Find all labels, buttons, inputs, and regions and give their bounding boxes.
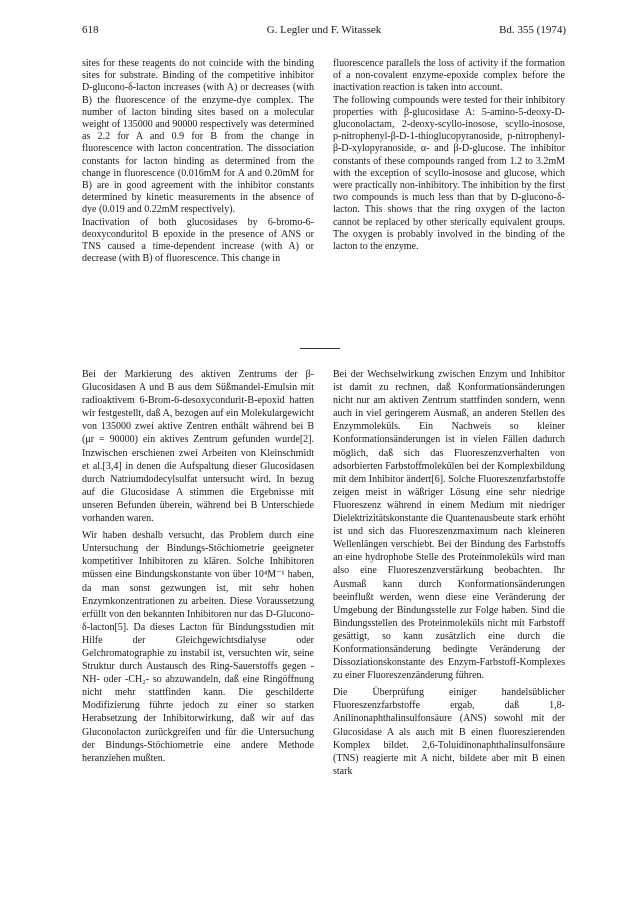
paragraph: Bei der Markierung des aktiven Zentrums der β-Glucosidasen A und B aus dem Süßmandel-Emulsin mit radioaktivem 6-Brom-6-desoxycondurit-B-epoxid hatten wir festgestellt, daß A, bezogen auf ein Molekulargewicht von 135000 zwei aktive Zentren enthält während bei B (μr = 90000) ein aktives Zentrum gefunden wurde[2]. Inzwischen erschienen zwei Arbeiten von Kleinschmidt et al.[3,4] in denen die Aufspaltung dieser Glucosidasen durch Natriumdodecylsulfat untersucht wird. In bezug auf die Glucosidase A stimmen die Ergebnisse mit unseren Befunden überein, während bei B Unterschiede vorhanden waren. [82,369,314,525]
running-title: G. Legler und F. Witassek [266,24,382,36]
paragraph: Die Überprüfung einiger handelsüblicher Fluoreszenzfarbstoffe ergab, daß 1,8-Anilinonaphthalinsulfonsäure (ANS) sowohl mit der Glucosidase A als auch mit B einen fluoreszierenden Komplex bildet. 2,6-Toluidinonaphthalinsulfonsäure (TNS) reagierte mit A nicht, bildete aber mit B einen stark [333,687,565,777]
german-body-right-column [333,368,565,778]
paragraph: fluorescence parallels the loss of activity if the formation of a non-covalent enzyme-epoxide complex before the inactivation reaction is taken into account. [333,58,565,94]
volume-info: Bd. 355 (1974) [499,24,566,36]
paragraph: Wir haben deshalb versucht, das Problem durch eine Untersuchung der Bindungs-Stöchiometrie geeigneter kompetitiver Inhibitoren zu klären. Solche Inhibitoren müssen eine Bindungskonstante von über 10⁴M⁻¹ haben, da man sonst gezwungen ist, mit sehr hohen Enzymkonzentrationen zu arbeiten. Diese Voraussetzung erfüllt von den bekannten Inhibitoren nur das D-Glucono-δ-lacton[5]. Da dieses Lacton für Bindungsstudien mit Hilfe der Gleichgewichtsdialyse oder Gelchromatographie zu instabil ist, versuchten wir, seine Struktur durch Austausch des Ring-Sauerstoffs gegen -NH- oder -CH₂- so abzuwandeln, daß eine Ringöffnung nicht mehr stattfinden kann. Die geschilderte Modifizierung führte jedoch zu einer so starken Herabsetzung der Inhibitorwirkung, daß wir auf das Gluconolacton zurückgreifen und für die Untersuchung der Bindungs-Stöchiometrie eine andere Methode heranziehen mußten. [82,530,314,764]
english-summary-left-column [82,58,314,265]
paragraph: The following compounds were tested for their inhibitory properties with β-glucosidase A: 5-amino-5-deoxy-D-gluconolactam, 2-deoxy-scyllo-inosose, scyllo-inosose, p-nitrophenyl-β-D-1-thioglucopyranoside, p-nitrophenyl-β-D-xylopyranoside, α- and β-D-glucose. The inhibitor constants of these compounds ranged from 1.2 to 3.2mM with the exception of scyllo-inosose and glucose, which were practically non-inhibitory. The inhibition by the first two compounds is much less than that by D-glucono-δ-lacton. This shows that the ring oxygen of the lacton cannot be replaced by other sterically equivalent groups. The oxygen is probably involved in the binding of the lacton to the enzyme. [333,94,565,253]
paragraph: sites for these reagents do not coincide with the binding sites for substrate. Binding of the competitive inhibitor D-glucono-δ-lacton increases (with A) or decreases (with B) the fluorescence of the enzyme-dye complex. The number of lacton binding sites based on a molecular weight of 135000 and 90000 respectively was determined as 2.2 for A and 0.9 for B from the change in fluorescence with lacton concentration. The dissociation constants for lacton binding as determined from the change in fluorescence (0.016mM for A and 0.20mM for B) are in good agreement with the inhibitor constants determined by kinetic measurements in the absence of dye (0.019 and 0.22mM respectively). [82,58,314,216]
running-header [82,22,566,38]
paragraph: Bei der Wechselwirkung zwischen Enzym und Inhibitor ist damit zu rechnen, daß Konformationsänderungen nicht nur am aktiven Zentrum stattfinden sondern, wenn auch in viel geringerem Ausmaß, an anderen Stellen des Enzymmoleküls. Ein Nachweis so kleiner Konformationsänderungen ist in vielen Fällen dadurch möglich, daß sich das Fluoreszenzverhalten von adsorbierten Farbstoffmolekülen bei der Komplexbildung mit dem Inhibitor ändert[6]. Solche Fluoreszenzfarbstoffe zeigen meist in wäßriger Lösung eine sehr niedrige Fluoreszenz während in einem Medium mit niedriger Dielektrizitätskonstante die Quantenausbeute stark erhöht ist und sich das Fluoreszenzmaximum nach kleineren Wellenlängen verschiebt. Bei der Bindung des Farbstoffs an eine hydrophobe Stelle des Proteinmoleküls wird man also eine Fluoreszenzverstärkung beobachten. Ihr Ausmaß kann durch Konformationsänderungen beeinflußt werden, wenn diese eine Veränderung der Umgebung der Bindungsstelle zur Folge haben. Sind die Bindungsstellen des Proteinmoleküls nicht mit Farbstoff gesättigt, so kann zusätzlich eine durch die Konformationsänderung bedingte Veränderung der Dissoziationskonstante des Enzym-Farbstoff-Komplexes zu einer Fluoreszenzänderung führen. [333,369,565,682]
english-summary-right-column [333,58,565,253]
german-body-left-column [82,368,314,765]
paragraph: Inactivation of both glucosidases by 6-bromo-6-deoxyconduritol B epoxide in the presence of ANS or TNS caused a time-dependent increase (with A) or decrease (with B) of fluorescence. This change in [82,216,314,265]
section-divider [300,348,340,349]
page-number: 618 [82,24,99,36]
